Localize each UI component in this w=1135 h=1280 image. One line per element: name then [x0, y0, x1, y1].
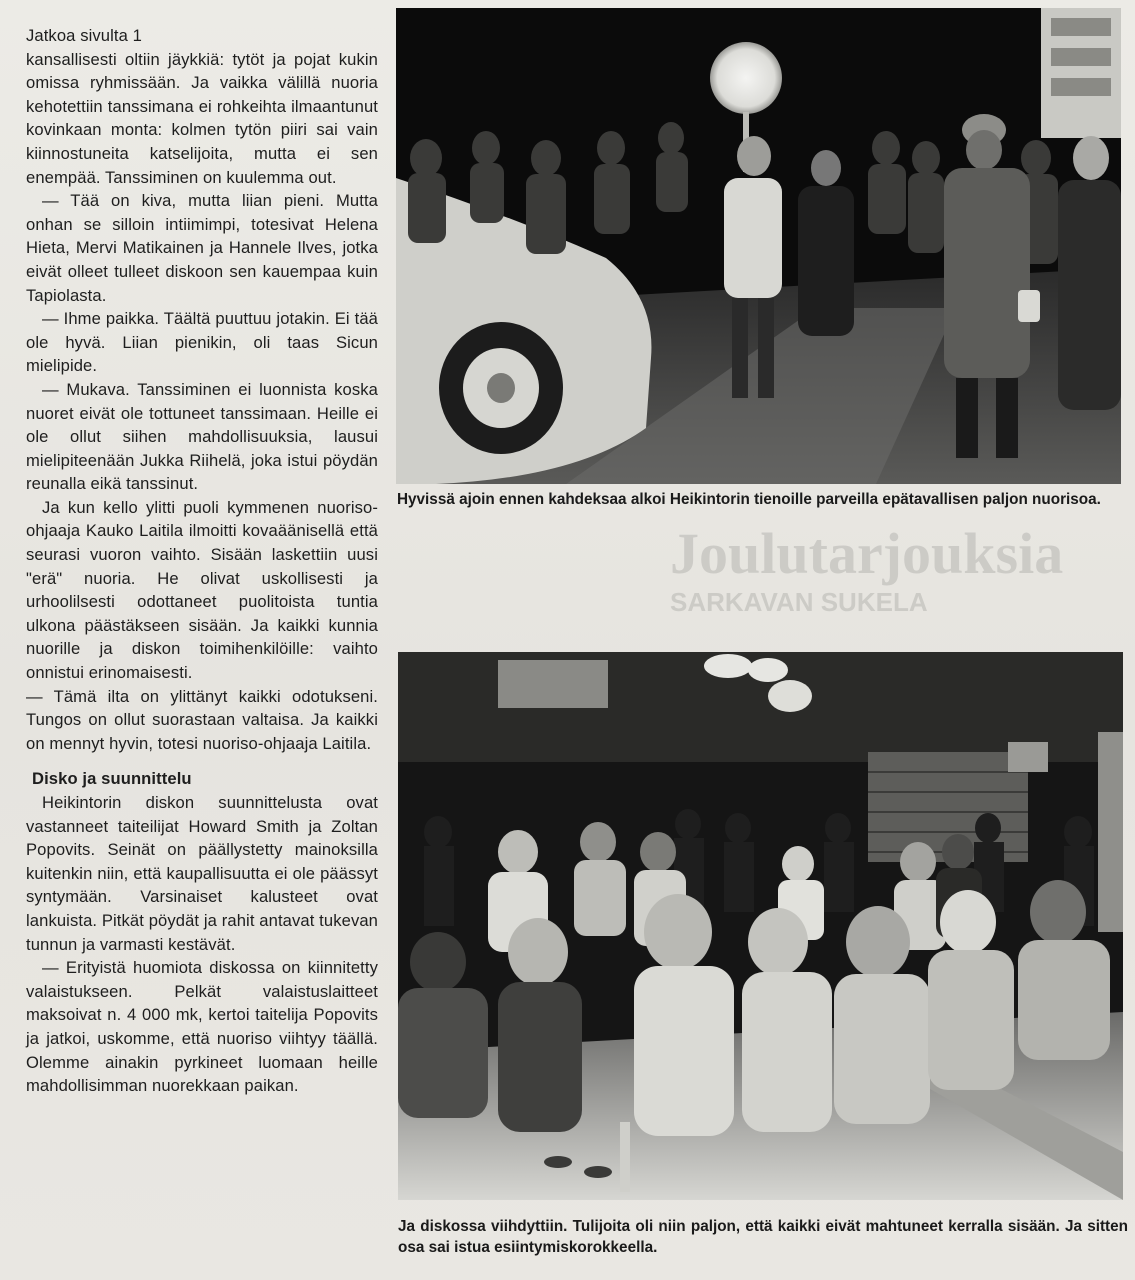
top-photo-caption: Hyvissä ajoin ennen kahdeksaa alkoi Heikintorin tienoille parveilla epätavallisen paljon nuorisoa.: [397, 491, 1101, 508]
article-paragraph-3: — Ihme paikka. Täältä puuttuu jotakin. Ei tää ole hyvä. Liian pienikin, oli taas Sicun mielipide.: [26, 309, 378, 376]
disco-interior-illustration: [398, 652, 1123, 1200]
article-paragraph-5: Ja kun kello ylitti puoli kymmenen nuoriso-ohjaaja Kauko Laitila ilmoitti kovaäänisellä että seurasi vuoron vaihto. Sisään laskettiin uusi "erä" nuoria. He olivat uskollisesti ja urhoolilsesti odottaneet puolitoista tuntia ulkona päästäkseen sisään. Ja kaikki kunnia nuorille ja diskon toimihenkilöille: vaihto onnistui erinomaisesti.: [26, 497, 378, 683]
article-subheading: Disko ja suunnittelu: [32, 769, 192, 789]
article-paragraph-2: — Tää on kiva, mutta liian pieni. Mutta onhan se silloin intiimimpi, totesivat Helena Hieta, Mervi Matikainen ja Hannele Ilves, jotka eivät olleet tulleet diskoon sen kauempaa kuin Tapiolasta.: [26, 191, 378, 305]
continued-from: Jatkoa sivulta 1: [26, 26, 142, 45]
bleed-through-text: [670, 520, 1130, 660]
photo-street-crowd: [396, 8, 1121, 484]
bleed-through-fragment: [1095, 960, 1135, 1110]
article-paragraph-7: Heikintorin diskon suunnittelusta ovat vastanneet taiteilijat Howard Smith ja Zoltan Popovits. Seinät on päällystetty mainoksilla kuitenkin niin, että kaupallisuutta ei ole päässyt syntymään. Varsinaiset kalusteet ovat lankuista. Pitkät pöydät ja rahit antavat tukevan tunnun ja varmasti kestävät.: [26, 793, 378, 954]
article-paragraph-1: kansallisesti oltiin jäykkiä: tytöt ja pojat kukin omissa ryhmissään. Ja vaikka välillä nuoria kehotettiin tanssimana ei rohkeihta ilmaantunut kovinkaan monta: kolmen tytön piiri sai vain kiinnostuneita katselijoita, mutta ei sen enempää. Tanssiminen on kuulemma out.: [26, 49, 378, 187]
article-paragraph-8: — Erityistä huomiota diskossa on kiinnitetty valaistukseen. Pelkät valaistuslaitteet maksoivat n. 4 000 mk, kertoi taitelija Popovits ja jatkoi, uskomme, että nuoriso viihtyy täällä. Olemme ainakin pyrkineet luomaan heille mahdollisimman nuorekkaan paikan.: [26, 958, 378, 1096]
article-paragraph-4: — Mukava. Tanssiminen ei luonnista koska nuoret eivät ole tottuneet tanssimaan. Heille ei ole ollut siihen mahdollisuuksia, lausui mielipiteenään Jukka Riihelä, joka istui pöydän reunalla eikä tanssinut.: [26, 379, 378, 494]
article-paragraph-6: — Tämä ilta on ylittänyt kaikki odotukseni. Tungos on ollut suorastaan valtaisa. Ja kaikki on mennyt hyvin, totesi nuoriso-ohjaaja Laitila.: [26, 686, 378, 753]
street-crowd-illustration: [396, 8, 1121, 484]
bleed-through-line-1: Joulutarjouksia: [670, 521, 1064, 586]
bottom-photo-caption: Ja diskossa viihdyttiin. Tulijoita oli niin paljon, että kaikki eivät mahtuneet kerralla sisään. Ja sitten osa sai istua esiintymiskorokkeella.: [398, 1218, 1128, 1256]
article-column: [26, 24, 378, 1098]
photo-disco-interior: [398, 652, 1123, 1200]
bleed-through-line-2: SARKAVAN SUKELA: [670, 587, 928, 617]
